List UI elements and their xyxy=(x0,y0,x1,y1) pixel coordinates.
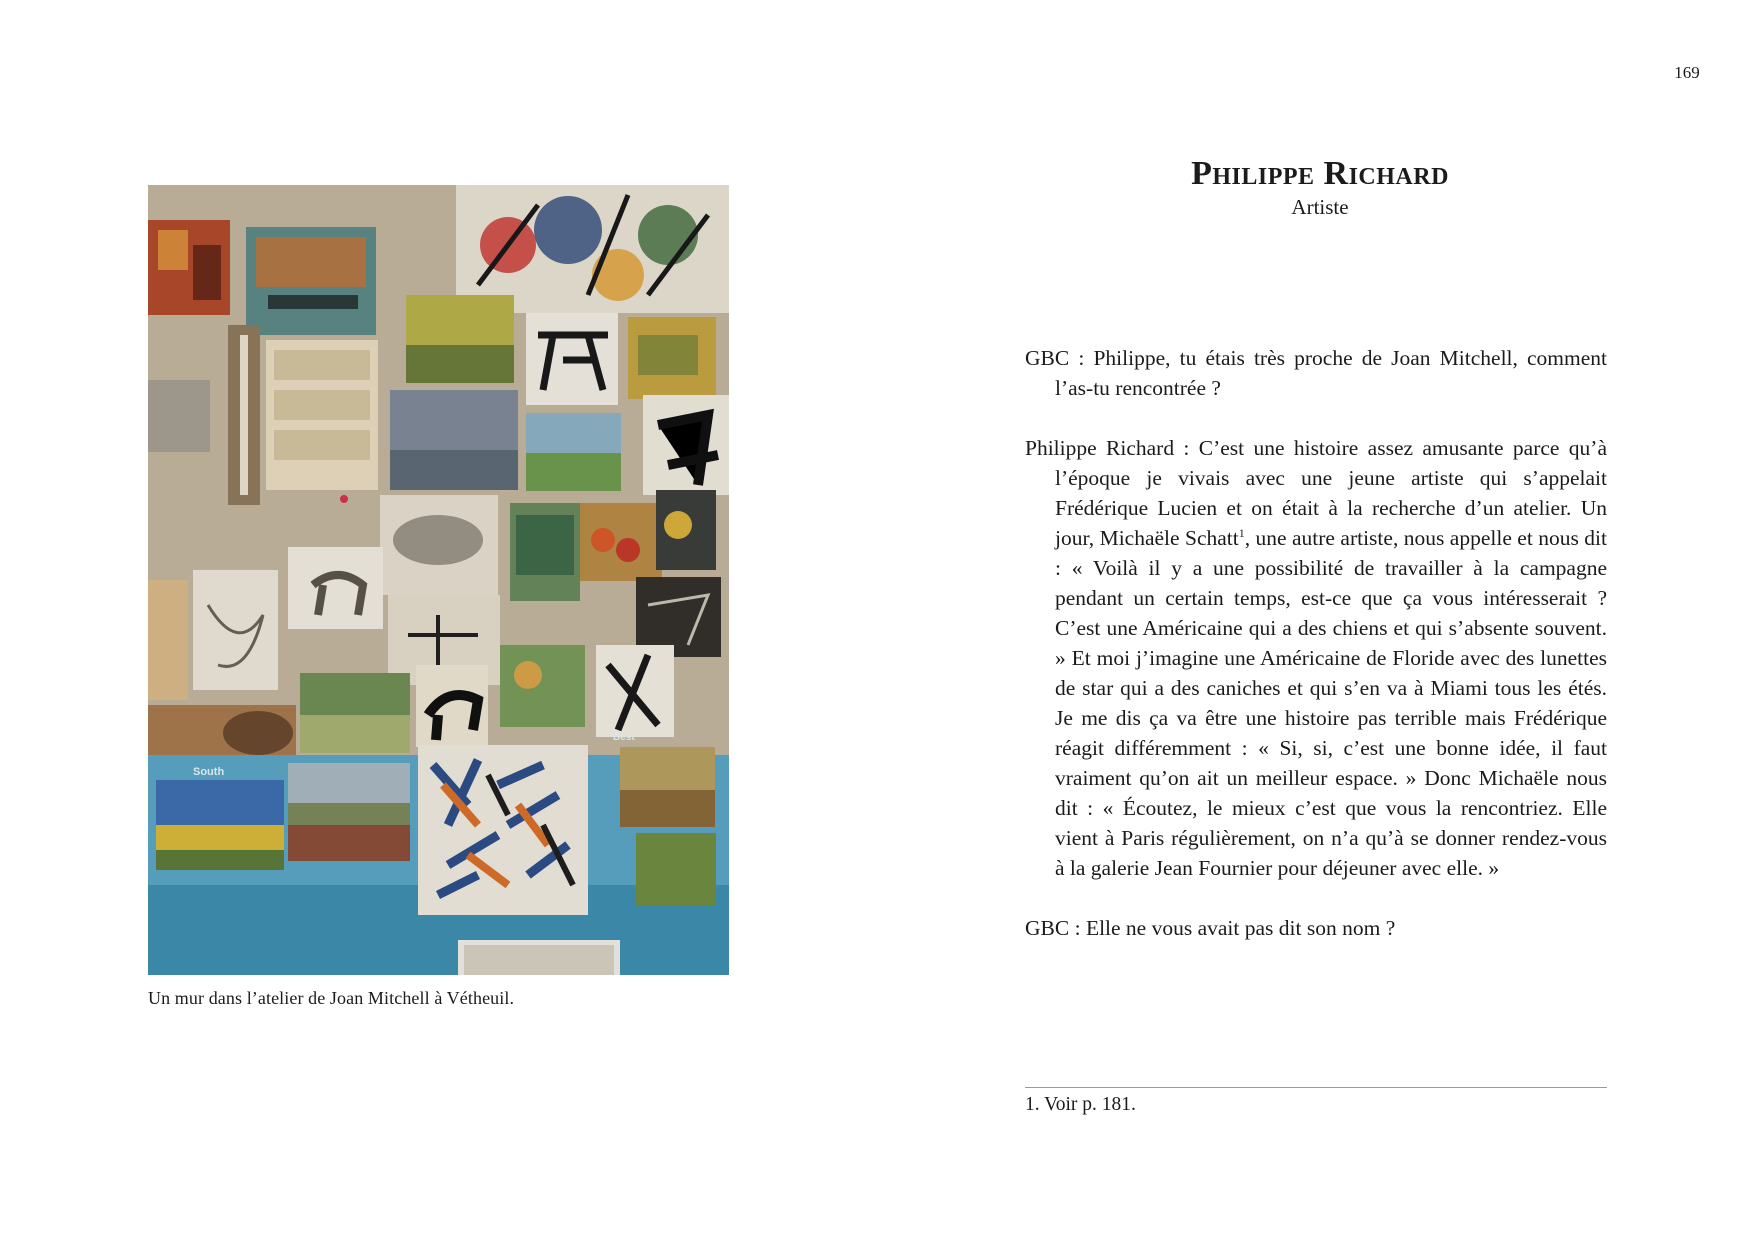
page-number: 169 xyxy=(1674,63,1700,82)
speaker-label: Philippe Richard : xyxy=(1025,436,1190,460)
interviewee-name: Philippe Richard xyxy=(1191,155,1449,192)
interviewee-role: Artiste xyxy=(1291,195,1349,219)
footnote-mark[interactable]: 1 xyxy=(1238,525,1245,540)
paragraph-text-continued: , une autre artiste, nous appelle et nous dit : « Voilà il y a une possibilité de travailler à la campagne pendant un certain temps, est-ce que ça vous intéresserait ? C’est une Américaine qui a des chiens et qui s’absente souvent. » Et moi j’imagine une Américaine de Floride avec des lunettes de star qui a des caniches et qui s’en va à Miami tous les étés. Je me dis ça va être une histoire pas terrible mais Frédérique réagit différemment : « Si, si, c’est une bonne idée, il faut vraiment qu’on ait un meilleur espace. » Donc Michaële nous dit : « Écoutez, le mieux c’est que vous la rencontriez. Elle vient à Paris régulièrement, on n’a qu’à se donner rendez-vous à la galerie Jean Fournier pour déjeuner avec elle. » xyxy=(1055,526,1607,880)
paragraph-answer-1 xyxy=(1025,433,1607,883)
interview-text xyxy=(1025,343,1607,973)
paragraph-question-1 xyxy=(1025,343,1607,403)
speaker-label: GBC : xyxy=(1025,346,1085,370)
interview-heading xyxy=(1020,154,1620,220)
studio-wall-illustration xyxy=(148,185,729,975)
studio-wall-photo xyxy=(148,185,729,975)
speaker-label: GBC : xyxy=(1025,916,1081,940)
paragraph-text: C’est une histoire assez amusante parce qu’à l’époque je vivais avec une jeune artiste qui s’appelait Frédérique Lucien et on était à la recherche d’un atelier. Un jour, Michaële Schatt xyxy=(1055,436,1607,550)
footnote: 1. Voir p. 181. xyxy=(1025,1094,1136,1115)
photo-caption: Un mur dans l’atelier de Joan Mitchell à Vétheuil. xyxy=(148,988,515,1008)
paragraph-question-2 xyxy=(1025,913,1607,943)
footnote-divider xyxy=(1025,1087,1607,1088)
paragraph-text: Elle ne vous avait pas dit son nom ? xyxy=(1085,916,1396,940)
paragraph-text: Philippe, tu étais très proche de Joan Mitchell, comment l’as-tu rencontrée ? xyxy=(1055,346,1608,400)
board-word-best: Best xyxy=(613,732,635,743)
board-word-south: South xyxy=(193,766,225,778)
